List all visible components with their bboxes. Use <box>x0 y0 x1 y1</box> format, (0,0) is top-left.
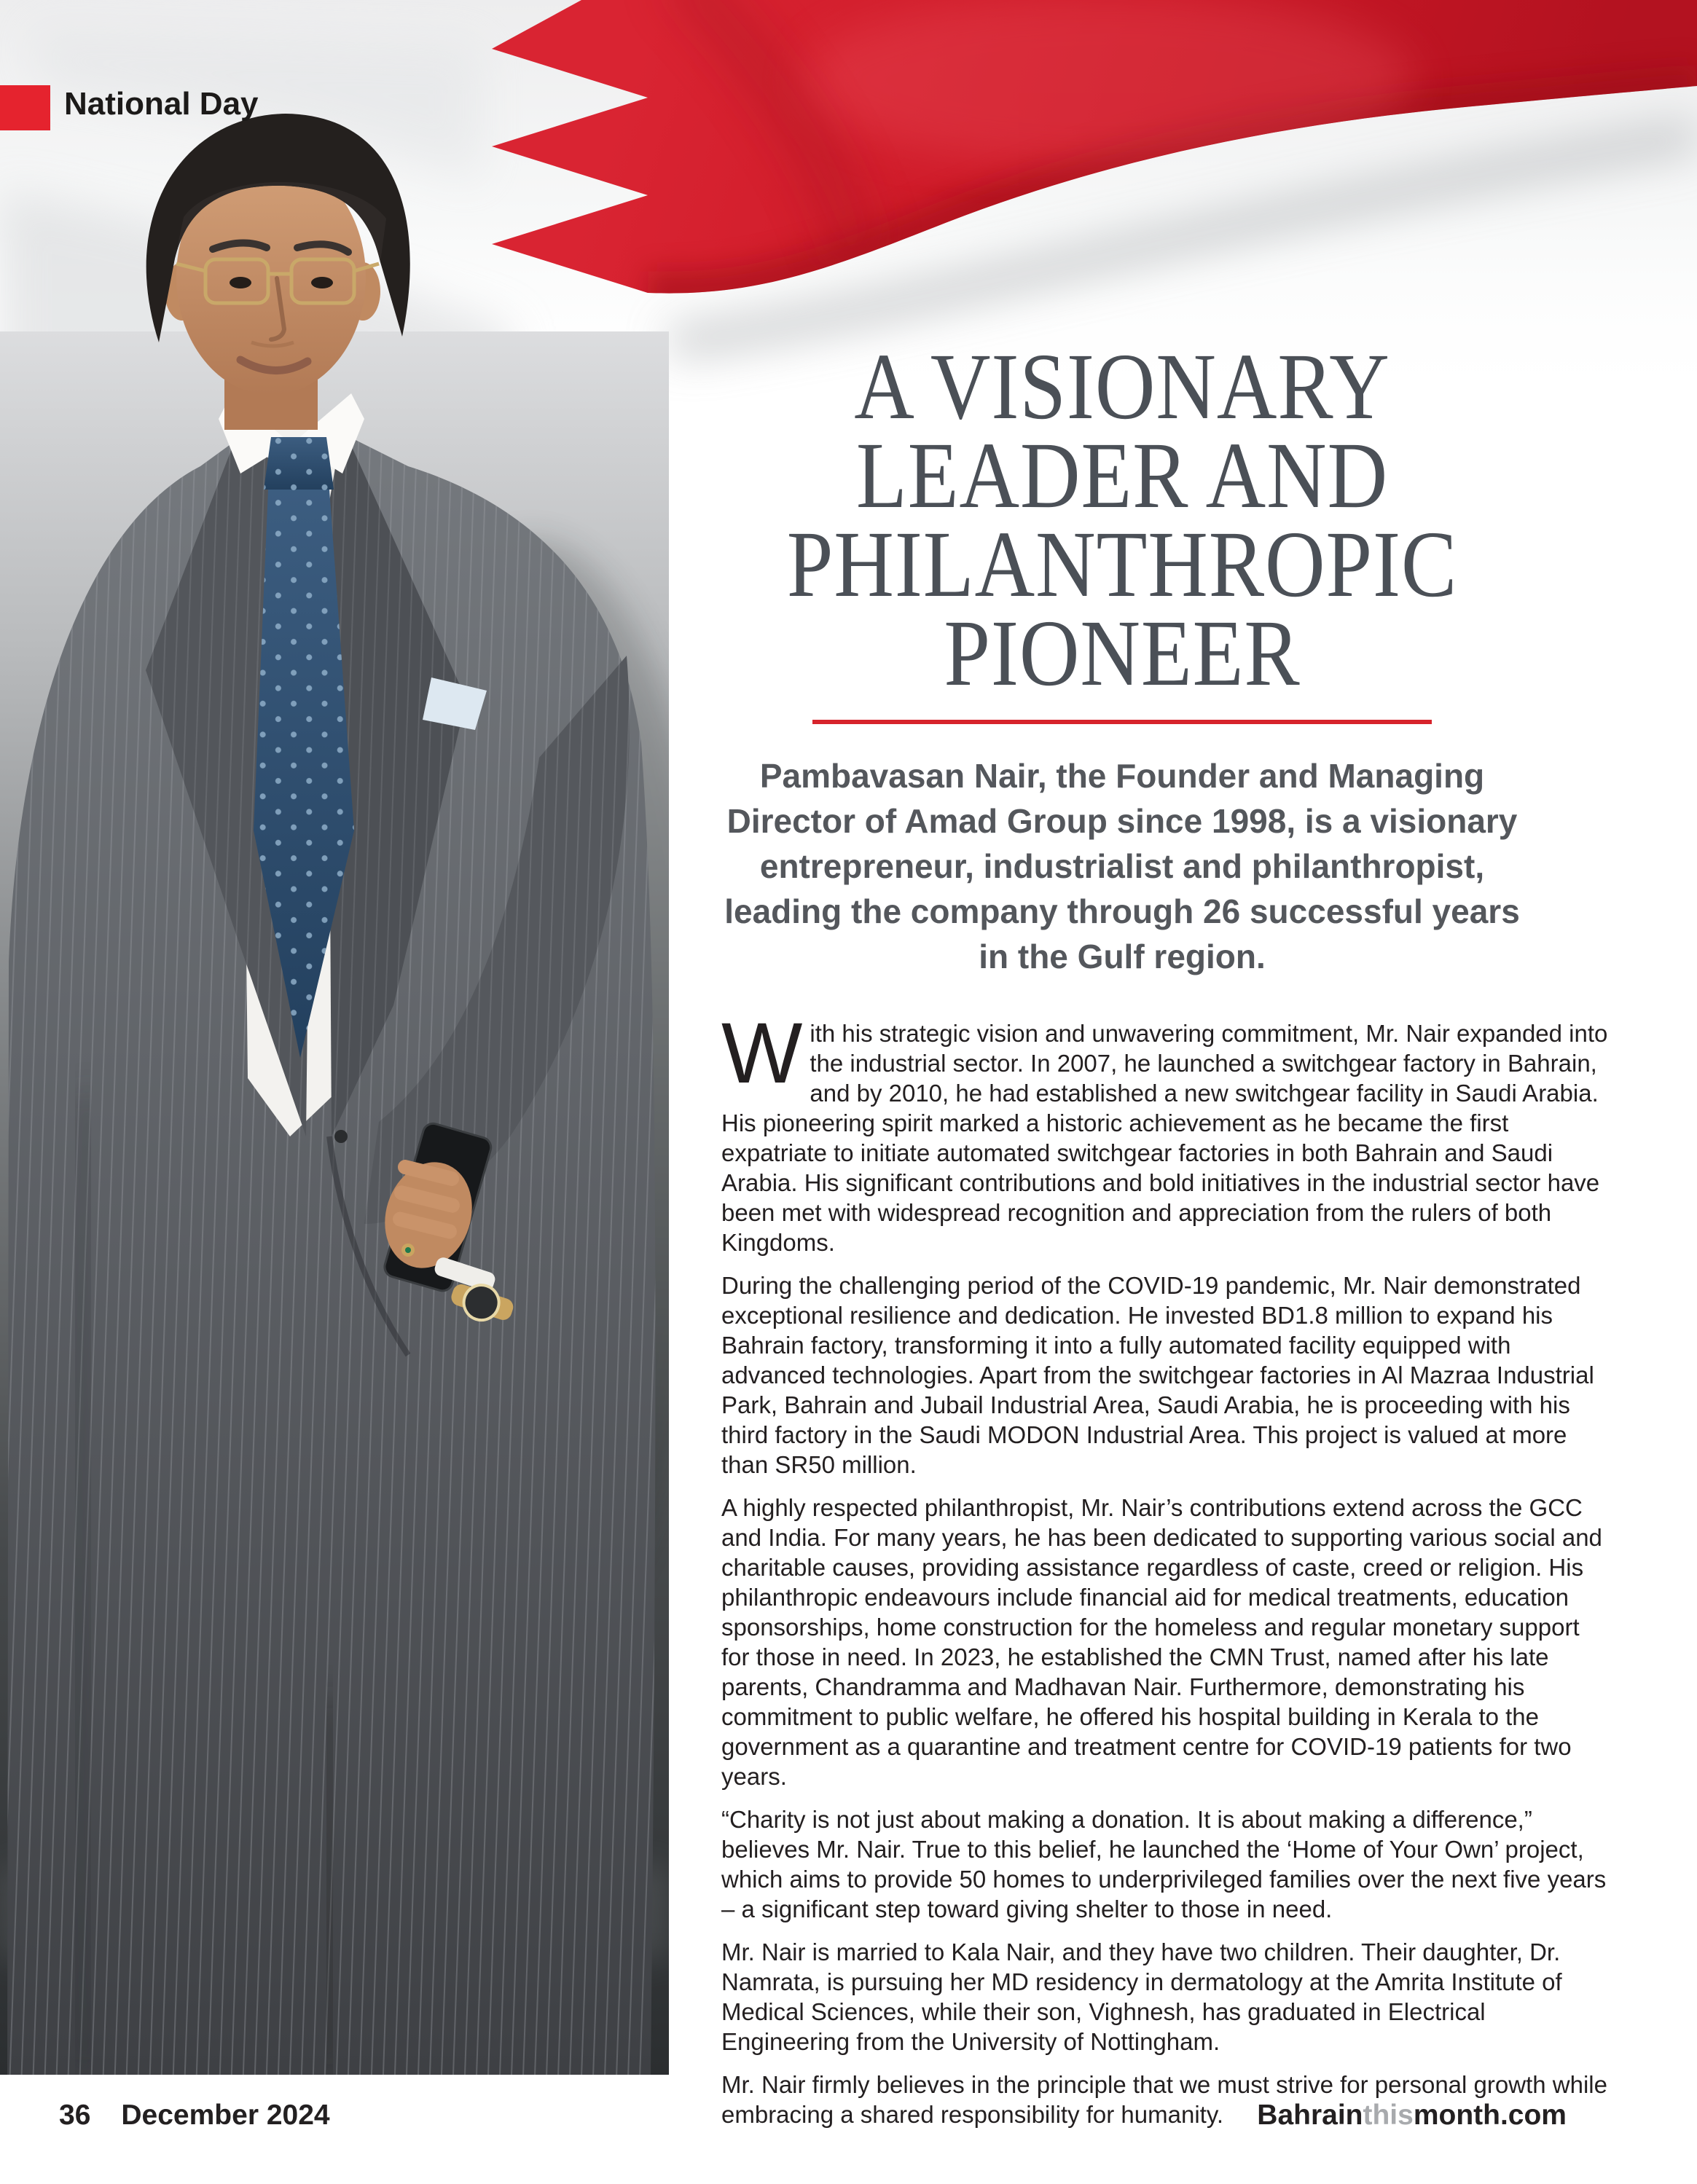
body-paragraph-2: During the challenging period of the COVID-19 pandemic, Mr. Nair demonstrated exceptional resilience and dedication. He invested BD1.8 million to expand his Bahrain factory, transforming it into a fully automated facility equipped with advanced technologies. Apart from the switchgear factories in Al Mazraa Industrial Park, Bahrain and Jubail Industrial Area, Saudi Arabia, he is proceeding with his third factory in the Saudi MODON Industrial Area. This project is valued at more than SR50 million. <box>721 1272 1594 1478</box>
page-number: 36 <box>59 2099 91 2131</box>
site-mid: this <box>1363 2099 1414 2131</box>
drop-cap: W <box>721 1005 803 1101</box>
intro-standfirst: Pambavasan Nair, the Founder and Managing Director of Amad Group since 1998, is a visionary entrepreneur, industrialist and philanthropist, leading the company through 26 successful years in the Gulf region. <box>724 757 1520 975</box>
body-paragraph-1 <box>721 1005 1610 1257</box>
title-line-4: PIONEER <box>944 601 1301 706</box>
body-paragraph-6: Mr. Nair firmly believes in the principle that we must strive for personal growth while embracing a shared responsibility for humanity. <box>721 2071 1607 2128</box>
title-line-2: LEADER AND <box>855 423 1389 528</box>
issue-date: December 2024 <box>121 2099 330 2131</box>
article-column <box>721 334 1610 2142</box>
body-paragraph-3: A highly respected philanthropist, Mr. Nair’s contributions extend across the GCC and India. For many years, he has been dedicated to supporting various social and charitable causes, providing assistance regardless of caste, creed or religion. His philanthropic endeavours include financial aid for medical treatments, education sponsorships, home construction for the homeless and regular monetary support for those in need. In 2023, he established the CMN Trust, named after his late parents, Chandramma and Madhavan Nair. Furthermore, demonstrating his commitment to public welfare, he offered his hospital building in Kerala to the government as a quarantine and treatment centre for COVID-19 patients for two years. <box>721 1494 1602 1790</box>
section-tag-label: National Day <box>64 86 259 122</box>
section-tag-red-block <box>0 85 50 130</box>
body-paragraph-4: “Charity is not just about making a donation. It is about making a difference,” believes Mr. Nair. True to this belief, he launched the ‘Home of Your Own’ project, which aims to provide 50 homes to underprivileged families over the next five years – a significant step toward giving shelter to those in need. <box>721 1806 1607 1922</box>
body-paragraph-5: Mr. Nair is married to Kala Nair, and they have two children. Their daughter, Dr. Namrata, is pursuing her MD residency in dermatology at the Amrita Institute of Medical Sciences, while their son, Vighnesh, has graduated in Electrical Engineering from the University of Nottingham. <box>721 1939 1562 2055</box>
title-line-1: A VISIONARY <box>854 334 1390 439</box>
body-paragraph-1-text: ith his strategic vision and unwavering commitment, Mr. Nair expanded into the industrial sector. In 2007, he launched a switchgear factory in Bahrain, and by 2010, he had established a new switchgear facility in Saudi Arabia. His pioneering spirit marked a historic achievement as he became the first expatriate to initiate automated switchgear factories in both Bahrain and Saudi Arabia. His significant contributions and bold initiatives in the industrial sector have been met with widespread recognition and appreciation from the rulers of both Kingdoms. <box>721 1020 1608 1256</box>
site-suffix: month.com <box>1413 2099 1567 2131</box>
title-divider-rule <box>812 720 1432 724</box>
site-prefix: Bahrain <box>1257 2099 1363 2131</box>
article-body <box>721 1005 1610 2129</box>
footer-site-url <box>1257 2099 1567 2132</box>
footer-left <box>59 2099 330 2132</box>
article-title <box>721 334 1523 706</box>
portrait-photo <box>0 0 669 2075</box>
title-line-3: PHILANTHROPIC <box>786 512 1458 617</box>
